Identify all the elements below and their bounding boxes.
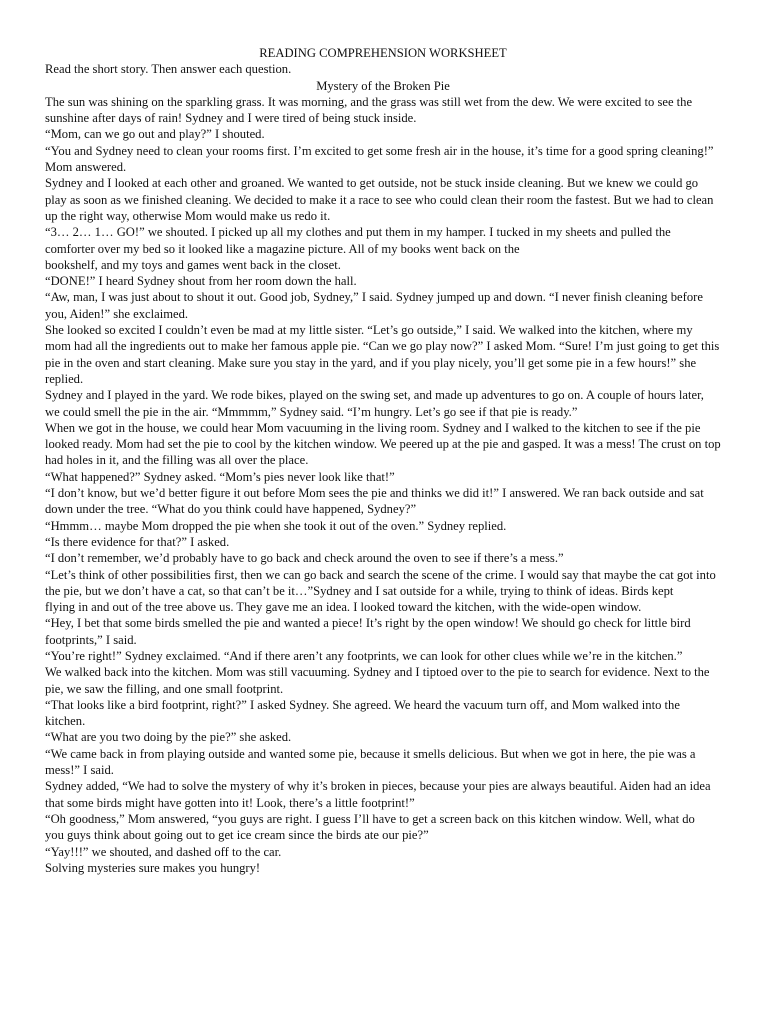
story-paragraph: “DONE!” I heard Sydney shout from her room down the hall. <box>45 274 357 289</box>
story-paragraph: “Mom, can we go out and play?” I shouted. <box>45 127 265 142</box>
story-paragraph: “I don’t remember, we’d probably have to go back and check around the oven to see if there’s a mess.” <box>45 551 564 566</box>
story-paragraph: “Oh goodness,” Mom answered, “you guys are right. I guess I’ll have to get a screen back on this kitchen window. Well, what do <box>45 811 695 826</box>
story-paragraph: “You and Sydney need to clean your rooms first. I’m excited to get some fresh air in the house, it’s time for a good spring cleaning!” Mom answered. <box>45 143 714 175</box>
story-paragraph: “Is there evidence for that?” I asked. <box>45 534 230 549</box>
story-paragraph: “Let’s think of other possibilities first, then we can go back and search the scene of the crime. I would say that maybe the cat got into the pie, but we don’t have a cat, so that can’t be it…”Sydney and I sat outside for a while, trying to think of ideas. Birds kept <box>45 567 716 598</box>
story-paragraph: “Hmmm… maybe Mom dropped the pie when she took it out of the oven.” Sydney replied. <box>45 518 507 533</box>
story-paragraph: “Aw, man, I was just about to shout it out. Good job, Sydney,” I said. Sydney jumped up and down. “I never finish cleaning before you, Aiden!” she exclaimed. <box>45 290 703 321</box>
worksheet-heading: READING COMPREHENSION WORKSHEET <box>259 46 507 60</box>
story-paragraph: you guys think about going out to get ice cream since the birds ate our pie?” <box>45 828 429 843</box>
story-paragraph: She looked so excited I couldn’t even be mad at my little sister. “Let’s go outside,” I said. We walked into the kitchen, where my mom had all the ingredients out to make her famous apple pie. “Can we go play now?” I asked Mom. “Sure! I’m just going to get this pie in the oven and start cleaning. Make sure you stay in the yard, and if you play nicely, you’ll get some pie in a few hours!” she replied. <box>45 323 720 386</box>
story-paragraph: “Yay!!!” we shouted, and dashed off to the car. <box>45 844 282 859</box>
story-paragraph: When we got in the house, we could hear Mom vacuuming in the living room. Sydney and I walked to the kitchen to see if the pie looked ready. Mom had set the pie to cool by the kitchen window. We peered up at the pie and gasped. It was a mess! The crust on top had holes in it, and the filling was all over the place. <box>45 420 721 468</box>
instructions: Read the short story. Then answer each question. <box>45 62 292 77</box>
story-paragraph: Solving mysteries sure makes you hungry! <box>45 860 261 875</box>
story-paragraph: “You’re right!” Sydney exclaimed. “And if there aren’t any footprints, we can look for other clues while we’re in the kitchen.” <box>45 648 683 663</box>
story-paragraph: flying in and out of the tree above us. They gave me an idea. I looked toward the kitchen, with the wide-open window. <box>45 600 642 615</box>
story-paragraph: Sydney and I played in the yard. We rode bikes, played on the swing set, and made up adventures to go on. A couple of hours later, we could smell the pie in the air. “Mmmmm,” Sydney said. “I’m hungry. Let’s go see if that pie is ready.” <box>45 388 704 419</box>
story-paragraph: Sydney added, “We had to solve the mystery of why it’s broken in pieces, because your pies are always beautiful. Aiden had an idea that some birds might have gotten into it! Look, there’s a little footprint!” <box>45 779 711 810</box>
story-paragraph: “That looks like a bird footprint, right?” I asked Sydney. She agreed. We heard the vacuum turn off, and Mom walked into the kitchen. <box>45 697 680 729</box>
story-paragraph: “I don’t know, but we’d better figure it out before Mom sees the pie and thinks we did it!” I answered. We ran back outside and sat down under the tree. “What do you think could have happened, Sydney?” <box>45 486 704 517</box>
story-paragraph: We walked back into the kitchen. Mom was still vacuuming. Sydney and I tiptoed over to the pie to search for evidence. Next to the pie, we saw the filling, and one small footprint. <box>45 665 710 696</box>
story-paragraph: “What happened?” Sydney asked. “Mom’s pies never look like that!” <box>45 469 395 484</box>
story-paragraph: “What are you two doing by the pie?” she asked. <box>45 730 292 745</box>
story-paragraph: bookshelf, and my toys and games went back in the closet. <box>45 257 341 272</box>
story-body <box>45 94 721 876</box>
story-paragraph: The sun was shining on the sparkling grass. It was morning, and the grass was still wet from the dew. We were excited to see the sunshine after days of rain! Sydney and I were tired of being stuck inside. <box>45 94 693 126</box>
story-title: Mystery of the Broken Pie <box>316 78 450 93</box>
story-paragraph: “We came back in from playing outside and wanted some pie, because it smells delicious. But when we got in here, the pie was a mess!” I said. <box>45 746 696 778</box>
story-paragraph: “Hey, I bet that some birds smelled the pie and wanted a piece! It’s right by the open window! We should go check for little bird footprints,” I said. <box>45 616 691 647</box>
story-paragraph: “3… 2… 1… GO!” we shouted. I picked up all my clothes and put them in my hamper. I tucked in my sheets and pulled the comforter over my bed so it looked like a magazine picture. All of my books went back on the <box>45 225 671 256</box>
story-paragraph: Sydney and I looked at each other and groaned. We wanted to get outside, not be stuck inside cleaning. But we knew we could go play as soon as we finished cleaning. We decided to make it a race to see who could clean their room the fastest. But we had to clean up the right way, otherwise Mom would make us redo it. <box>45 176 714 223</box>
worksheet-page <box>45 45 721 876</box>
